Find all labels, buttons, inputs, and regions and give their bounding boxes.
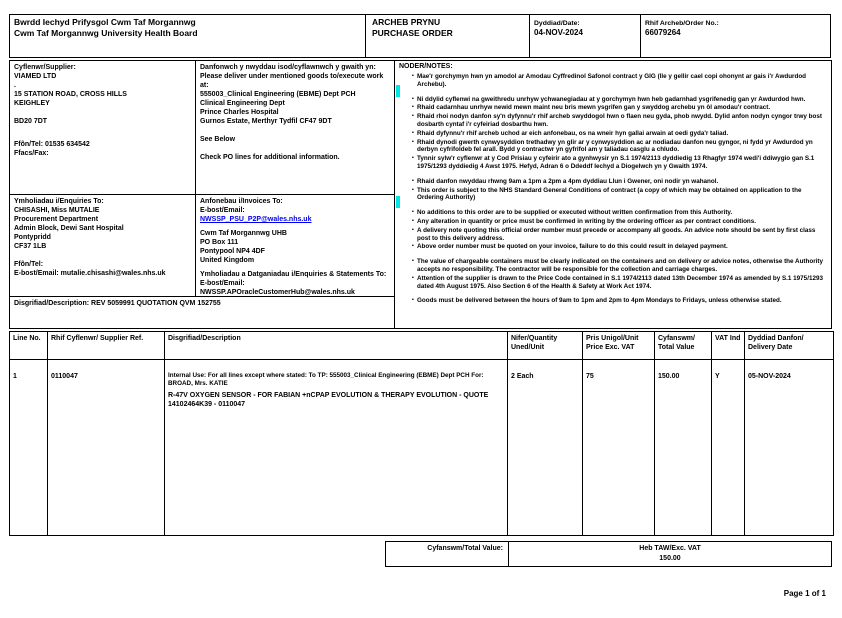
note-item: ▪ Tynnir sylw'r cyflenwr at y Cod Prisiau y cyfeirir ato a gynhwysir yn S.1 1974/2113 dyddiedig 13 Rhagfyr 1974 wedi'i ddiwygio gan S.1 1975/1293 dyddiedig 4 Awst 1975. Hefyd, Adran 6 o Ddeddf Iechyd a Diogelwch yn y Gwaith 1974. xyxy=(399,155,827,171)
note-item: ▪ A delivery note quoting this official order number must precede or accompany all goods. An advice note should be sent by first class post to this delivery address. xyxy=(399,227,827,243)
order-date-box xyxy=(529,14,641,58)
cell-line-no: 1 xyxy=(10,360,48,536)
note-item: ▪ Mae'r gorchymyn hwn yn amodol ar Amodau Cyffredinol Safonol contract y GIG (lle y gellir cael copi ohonynt ar gais i'r Awdurdod Archebu). xyxy=(399,73,827,89)
statements-email-label: E-bost/Email: xyxy=(200,280,245,287)
table-header-row xyxy=(10,332,834,360)
check-po-note: Check PO lines for additional information. xyxy=(200,154,340,161)
doc-title-english: PURCHASE ORDER xyxy=(372,28,453,38)
note-item: ▪ Goods must be delivered between the hours of 9am to 1pm and 2pm to 4pm Mondays to Fridays, unless otherwise stated. xyxy=(399,297,827,305)
col-header-quantity: Nifer/Quantity Uned/Unit xyxy=(508,332,583,360)
org-title-box xyxy=(9,14,366,58)
note-item: ▪ Rhaid dynodi gwerth cynwysyddion trethadwy yn glir ar y cynwysyddion ac ar nodiadau danfon neu gyngor, ni fydd yr Awdurdod yn derbyn cyfrifoldeb fel arall. Bydd y contractwr yn gyfrifol am y taliadau casglu a chludo. xyxy=(399,139,827,155)
notes-box xyxy=(394,60,832,329)
cell-quantity: 2 Each xyxy=(508,360,583,536)
order-date-label: Dyddiad/Date: xyxy=(534,20,580,27)
invoices-box xyxy=(195,194,395,297)
note-item: ▪ No additions to this order are to be supplied or executed without written confirmation from this Authority. xyxy=(399,209,827,217)
enquiries-address: CHISASHI, Miss MUTALIE Procurement Department Admin Block, Dewi Sant Hospital Pontypridd CF37 1LB xyxy=(14,206,191,251)
deliver-to-label: Danfonwch y nwyddau isod/cyflawnwch y gwaith yn: Please deliver under mentioned goods to/execute work at: xyxy=(200,64,384,89)
org-name-english: Cwm Taf Morgannwg University Health Board xyxy=(14,28,198,38)
supplier-address: VIAMED LTD . 15 STATION ROAD, CROSS HILLS KEIGHLEY BD20 7DT xyxy=(14,72,191,126)
bullet-icon xyxy=(399,96,417,104)
header xyxy=(9,14,833,58)
supplier-contact xyxy=(14,140,191,158)
order-description-line: Disgrifiad/Description: REV 5059991 QUOTATION QVM 152755 xyxy=(9,296,395,329)
supplier-phone: Ffôn/Tel: 01535 634542 xyxy=(14,141,90,148)
col-header-delivery-date: Dyddiad Danfon/ Delivery Date xyxy=(745,332,834,360)
bullet-icon xyxy=(399,227,417,243)
note-item: ▪ Any alteration in quantity or price must be confirmed in writing by the ordering officer as per contract conditions. xyxy=(399,218,827,226)
doc-title-box xyxy=(365,14,530,58)
note-item: ▪ Above order number must be quoted on your invoice, failure to do this could result in delayed payment. xyxy=(399,243,827,251)
cell-vat-ind: Y xyxy=(712,360,745,536)
invoices-label: Anfonebau i/Invoices To: xyxy=(200,198,283,205)
bullet-icon xyxy=(399,139,417,155)
supplier-name: VIAMED LTD xyxy=(14,73,57,80)
doc-title-welsh: ARCHEB PRYNU xyxy=(372,17,441,27)
enquiries-contact-name: CHISASHI, Miss MUTALIE xyxy=(14,207,100,214)
note-item: ▪ Rhaid danfon nwyddau rhwng 9am a 1pm a 2pm a 4pm dyddiau Llun i Gwener, oni nodir yn wahanol. xyxy=(399,178,827,186)
bullet-icon xyxy=(399,187,417,203)
cell-supplier-ref: 0110047 xyxy=(48,360,165,536)
col-header-total-value: Cyfanswm/ Total Value xyxy=(655,332,712,360)
order-number-label: Rhif Archeb/Order No.: xyxy=(645,20,719,27)
enquiries-phone-label: Ffôn/Tel: xyxy=(14,261,44,268)
supplier-fax-label: Ffacs/Fax: xyxy=(14,150,49,157)
enquiries-label: Ymholiadau i/Enquiries To: xyxy=(14,198,104,205)
note-item: ▪ Attention of the supplier is drawn to the Price Code contained in S.1 1974/2113 dated 13th December 1974 as amended by S.1 1975/1293 dated 4th August 1975. Also Section 6 of the Health & Safety at Work Act 1974. xyxy=(399,275,827,291)
bullet-icon xyxy=(399,113,417,129)
statements-email-link[interactable]: NWSSP.APOracleCustomerHub@wales.nhs.uk xyxy=(200,289,355,296)
cell-unit-price: 75 xyxy=(583,360,655,536)
enquiries-box xyxy=(9,194,196,297)
cell-total-value: 150.00 xyxy=(655,360,712,536)
org-name-welsh: Bwrdd Iechyd Prifysgol Cwm Taf Morgannwg xyxy=(14,17,196,27)
invoices-email-link[interactable]: NWSSP_PSU_P2P@wales.nhs.uk xyxy=(200,216,312,223)
internal-use-note: Internal Use: For all lines except where stated: To TP: 555003_Clinical Engineering (EBME) Dept PCH For: BROAD, Mrs. KATIE xyxy=(168,372,484,387)
total-value-amount: 150.00 xyxy=(659,555,681,562)
enquiries-email-link[interactable]: E-bost/Email: mutalie.chisashi@wales.nhs.uk xyxy=(14,270,166,277)
bullet-icon xyxy=(399,275,417,291)
statements-label: Ymholiadau a Datganiadau i/Enquiries & Statements To: xyxy=(200,271,387,278)
col-header-unit-price: Pris Unigol/Unit Price Exc. VAT xyxy=(583,332,655,360)
line-items-table xyxy=(9,331,834,536)
note-item: ▪ Ni ddylid cyflenwi na gweithredu unrhyw ychwanegiadau at y gorchymyn hwn heb gadarnhad ysgrifenedig gan yr Awdurdod hwn. xyxy=(399,96,827,104)
bullet-icon xyxy=(399,178,417,186)
annotation-marker-icon xyxy=(396,196,400,208)
deliver-to-box xyxy=(195,60,395,195)
enquiries-contact xyxy=(14,260,191,278)
bullet-icon xyxy=(399,218,417,226)
bullet-icon xyxy=(399,73,417,89)
col-header-line-no: Line No. xyxy=(10,332,48,360)
invoices-address: Cwm Taf Morgannwg UHB PO Box 111 Pontypool NP4 4DF United Kingdom xyxy=(200,230,287,264)
supplier-box xyxy=(9,60,196,195)
order-date-value: 04-NOV-2024 xyxy=(534,28,583,37)
annotation-marker-icon xyxy=(396,85,400,97)
bullet-icon xyxy=(399,297,417,305)
supplier-label: Cyflenwr/Supplier: xyxy=(14,64,76,71)
col-header-supplier-ref: Rhif Cyflenwr/ Supplier Ref. xyxy=(48,332,165,360)
address-column xyxy=(9,60,395,329)
total-value-box xyxy=(508,541,832,567)
statements-block xyxy=(200,270,390,297)
order-number-box xyxy=(640,14,831,58)
col-header-description: Disgrifiad/Description xyxy=(165,332,508,360)
order-number-value: 66079264 xyxy=(645,28,681,37)
bullet-icon xyxy=(399,258,417,274)
item-description: R-47V OXYGEN SENSOR - FOR FABIAN +nCPAP EVOLUTION & THERAPY EVOLUTION - QUOTE 14102464K39 - 0110047 xyxy=(168,392,489,408)
note-item: ▪ Rhaid cadarnhau unrhyw newid mewn maint neu bris mewn ysgrifen gan y swyddog archebu yn ôl amodau'r contract. xyxy=(399,104,827,112)
page-number: Page 1 of 1 xyxy=(783,589,826,598)
note-item: ▪ This order is subject to the NHS Standard General Conditions of contract (a copy of which may be obtained on application to the Ordering Authority) xyxy=(399,187,827,203)
cell-description xyxy=(165,360,508,536)
address-and-notes-section xyxy=(9,60,833,329)
bullet-icon xyxy=(399,104,417,112)
totals-row xyxy=(385,541,833,567)
note-item: ▪ Rhaid rhoi nodyn danfon sy'n dyfynnu'r rhif archeb swyddogol hwn o flaen neu gyda, phob nwydd. Dylid anfon nodyn cyngor trwy bost dosbarth cyntaf i'r cyfeiriad dosbarthu hwn. xyxy=(399,113,827,129)
see-below-note: See Below xyxy=(200,136,236,143)
col-header-vat-ind: VAT Ind xyxy=(712,332,745,360)
deliver-to-address: 555003_Clinical Engineering (EBME) Dept PCH Clinical Engineering Dept Prince Charles Hospital Gurnos Estate, Merthyr Tydfil CF47 9DT xyxy=(200,91,356,125)
table-row xyxy=(10,360,834,536)
note-item: ▪ The value of chargeable containers must be clearly indicated on the containers and on delivery or advice notes, otherwise the Authority accepts no responsibility. The contractor will be responsible for the collection and carriage charges. xyxy=(399,258,827,274)
bullet-icon xyxy=(399,155,417,171)
total-value-label: Cyfanswm/Total Value: xyxy=(385,541,509,567)
vat-exclusion-note: Heb TAW/Exc. VAT xyxy=(639,545,701,552)
invoices-email-label: E-bost/Email: xyxy=(200,207,245,214)
bullet-icon xyxy=(399,130,417,138)
cell-delivery-date: 05-NOV-2024 xyxy=(745,360,834,536)
notes-label: NODER/NOTES: xyxy=(399,63,453,70)
bullet-icon xyxy=(399,209,417,217)
bullet-icon xyxy=(399,243,417,251)
note-item: ▪ Rhaid dyfynnu'r rhif archeb uchod ar eich anfonebau, os na wneir hyn gallai arwain at oedi gyda'r taliad. xyxy=(399,130,827,138)
